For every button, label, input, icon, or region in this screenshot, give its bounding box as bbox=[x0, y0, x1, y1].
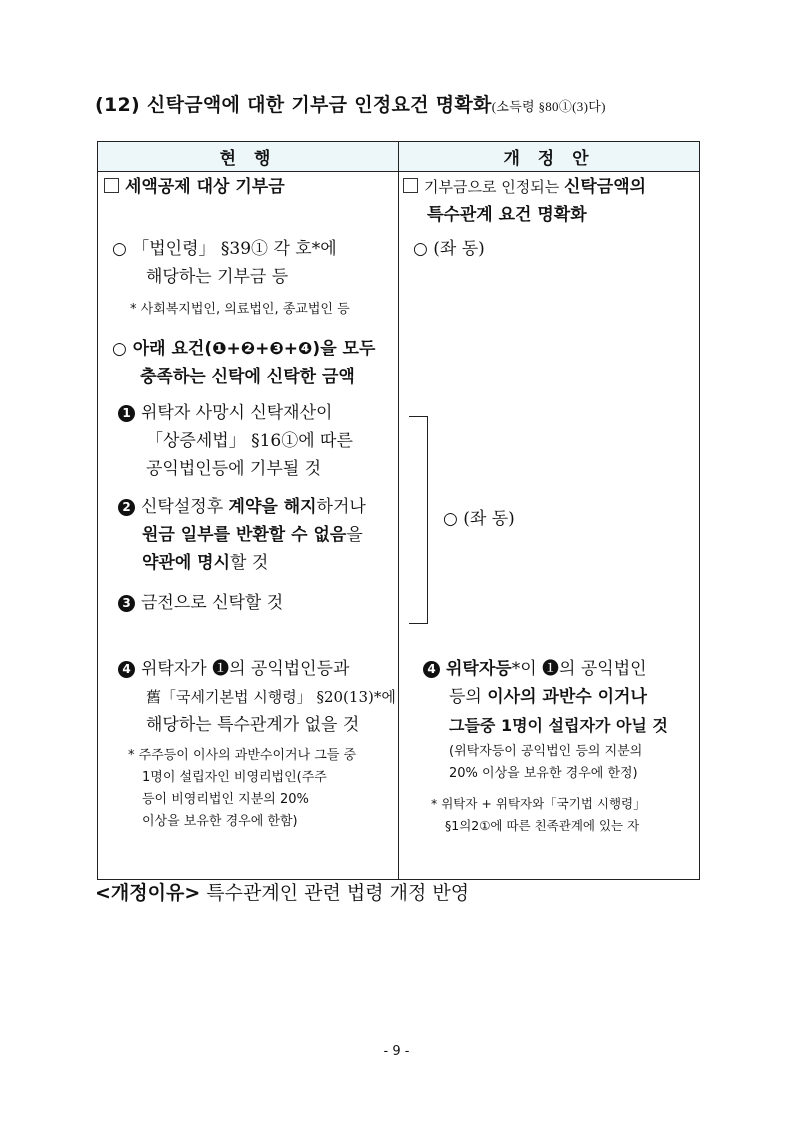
revised-req4-note2: §1의2①에 따른 친족관계에 있는 자 bbox=[445, 818, 640, 833]
bracket-line bbox=[409, 416, 428, 624]
number-1-icon: 1 bbox=[118, 405, 135, 422]
number-2-icon: 2 bbox=[118, 499, 135, 516]
checkbox-icon bbox=[104, 178, 119, 193]
req4-line3: 해당하는 특수관계가 없을 것 bbox=[146, 715, 360, 735]
current-section-title: 세액공제 대상 기부금 bbox=[104, 174, 285, 201]
revised-req4-line1: 4 위탁자등*이 ❶의 공익법인 bbox=[423, 656, 647, 683]
req2-line2: 원금 일부를 반환할 수 없음을 bbox=[142, 525, 363, 545]
req3-line1: 3 금전으로 신탁할 것 bbox=[118, 590, 283, 617]
current-item2-line2: 충족하는 신탁에 신탁한 금액 bbox=[140, 367, 355, 387]
revised-column-cell bbox=[399, 172, 700, 880]
revised-req4-sub2: 20% 이상을 보유한 경우에 한정) bbox=[449, 766, 638, 781]
revised-section-title-line2: 특수관계 요건 명확화 bbox=[427, 205, 587, 225]
req1-line1: 1 위탁자 사망시 신탁재산이 bbox=[118, 400, 332, 427]
req4-line2: 舊「국세기본법 시행령」 §20(13)*에 bbox=[146, 688, 396, 706]
column-header-revised: 개 정 안 bbox=[399, 142, 700, 172]
revised-req4-note1: * 위탁자 + 위탁자와「국기법 시행령」 bbox=[431, 796, 646, 811]
req4-note-line3: 등이 비영리법인 지분의 20% bbox=[142, 792, 309, 807]
current-item1-line2: 해당하는 기부금 등 bbox=[146, 267, 289, 287]
revised-item-mid: ○ (좌 동) bbox=[443, 509, 515, 529]
column-header-current: 현 행 bbox=[98, 142, 399, 172]
number-3-icon: 3 bbox=[118, 595, 135, 612]
revision-reason bbox=[95, 878, 469, 905]
current-item1-note: * 사회복지법인, 의료법인, 종교법인 등 bbox=[130, 302, 350, 317]
revised-req4-line3: 그들중 1명이 설립자가 아닐 것 bbox=[449, 716, 668, 735]
checkbox-icon bbox=[403, 178, 418, 193]
req4-note-line1: * 주주등이 이사의 과반수이거나 그들 중 bbox=[128, 748, 357, 763]
heading-reference: (소득령 §80①(3)다) bbox=[491, 99, 606, 114]
revised-item1: ○ (좌 동) bbox=[413, 239, 485, 259]
revised-req4-sub1: (위탁자등이 공익법인 등의 지분의 bbox=[449, 744, 643, 759]
revised-section-title: 기부금으로 인정되는 신탁금액의 bbox=[403, 174, 646, 201]
section-heading bbox=[95, 90, 606, 117]
heading-title: (12) 신탁금액에 대한 기부금 인정요건 명확화 bbox=[95, 94, 492, 116]
req2-line1: 2 신탁설정후 계약을 해지하거나 bbox=[118, 494, 366, 521]
req1-line3: 공익법인등에 기부될 것 bbox=[146, 459, 322, 479]
number-4-icon: 4 bbox=[423, 661, 440, 678]
req4-note-line2: 1명이 설립자인 비영리법인(주주 bbox=[142, 770, 327, 785]
req4-note-line4: 이상을 보유한 경우에 한함) bbox=[142, 814, 298, 829]
req1-line2: 「상증세법」 §16①에 따른 bbox=[146, 431, 353, 451]
req2-line3: 약관에 명시할 것 bbox=[142, 553, 269, 573]
revision-reason-text: 특수관계인 관련 법령 개정 반영 bbox=[200, 882, 470, 904]
req4-line1: 4 위탁자가 ❶의 공익법인등과 bbox=[118, 656, 349, 683]
revision-reason-label: <개정이유> bbox=[95, 882, 201, 904]
current-item1-line1: ○ 「법인령」 §39① 각 호*에 bbox=[112, 239, 337, 259]
current-column-cell bbox=[98, 172, 399, 880]
revised-req4-line2: 등의 이사의 과반수 이거나 bbox=[449, 687, 647, 707]
comparison-table bbox=[97, 141, 700, 880]
number-4-icon: 4 bbox=[118, 661, 135, 678]
page-number: - 9 - bbox=[383, 1044, 410, 1059]
current-item2-line1: ○ 아래 요건(❶+❷+❸+❹)을 모두 bbox=[112, 339, 376, 359]
